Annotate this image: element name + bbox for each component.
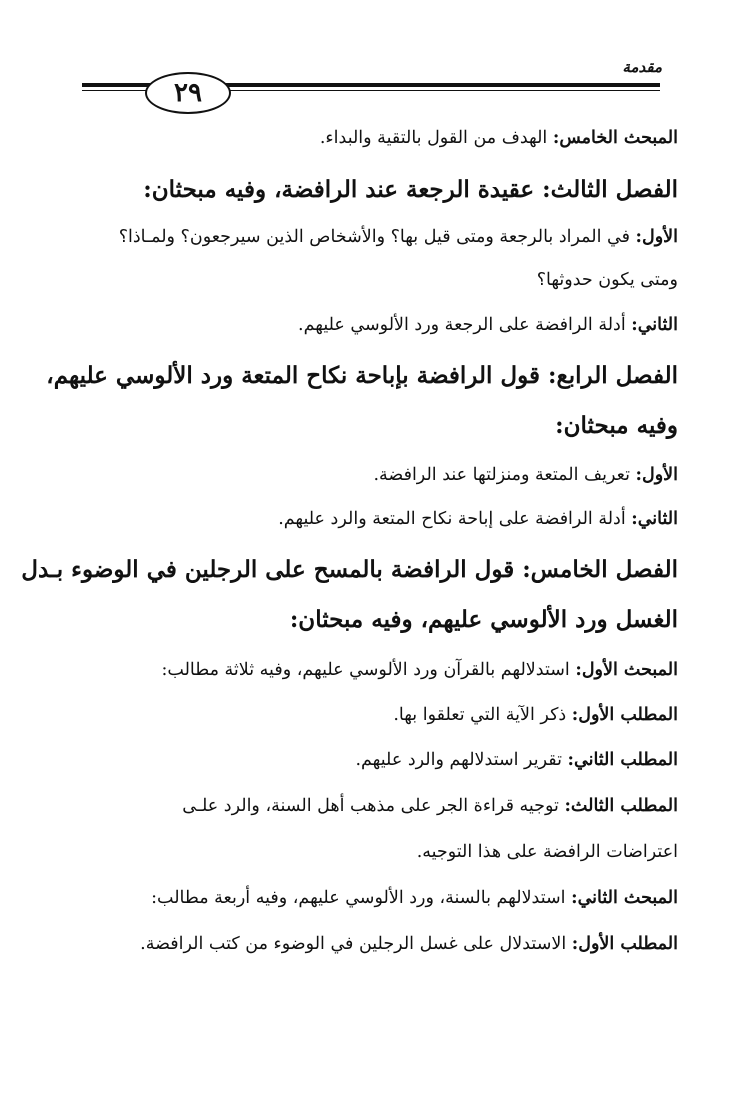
toc-line-text: ذكر الآية التي تعلقوا بها.	[393, 705, 572, 725]
chapter-heading	[80, 606, 678, 633]
toc-line-text: توجيه قراءة الجر على مذهب أهل السنة، والرد علـى	[182, 796, 565, 816]
chapter-heading	[46, 362, 678, 389]
toc-line-label: المطلب الأول:	[571, 705, 678, 725]
toc-line	[80, 934, 678, 954]
page-number: ٢٩	[145, 72, 231, 114]
toc-line	[80, 796, 678, 816]
toc-line-text: ومتى يكون حدوثها؟	[536, 270, 678, 290]
toc-line-label: المطلب الثالث:	[564, 796, 678, 816]
toc-line-label: الثاني:	[631, 509, 678, 529]
toc-line-label: الثاني:	[631, 315, 678, 335]
toc-line	[80, 315, 678, 335]
toc-line	[80, 660, 678, 680]
toc-line-text: استدلالهم بالقرآن ورد الألوسي عليهم، وفيه ثلاثة مطالب:	[161, 660, 576, 680]
toc-line-text: تقرير استدلالهم والرد عليهم.	[355, 750, 568, 770]
toc-line-label: المبحث الخامس:	[552, 128, 678, 148]
toc-line-label: المطلب الأول:	[571, 934, 678, 954]
chapter-heading	[80, 176, 678, 203]
toc-line	[80, 465, 678, 485]
running-title: مقدمة	[622, 58, 662, 76]
toc-line	[80, 705, 678, 725]
chapter-heading-text: الفصل الرابع: قول الرافضة بإباحة نكاح المتعة ورد الألوسي عليهم،	[46, 362, 678, 389]
toc-line	[80, 842, 678, 862]
toc-line	[80, 270, 678, 290]
toc-line-text: أدلة الرافضة على الرجعة ورد الألوسي عليهم.	[298, 315, 632, 335]
toc-line-label: المبحث الثاني:	[571, 888, 678, 908]
chapter-heading-text: وفيه مبحثان:	[555, 412, 678, 439]
toc-line-label: المبحث الأول:	[575, 660, 678, 680]
toc-line-label: الأول:	[635, 465, 678, 485]
toc-line	[80, 509, 678, 529]
toc-line-text: أدلة الرافضة على إباحة نكاح المتعة والرد عليهم.	[278, 509, 632, 529]
toc-line-text: اعتراضات الرافضة على هذا التوجيه.	[416, 842, 678, 862]
chapter-heading-text: الفصل الثالث: عقيدة الرجعة عند الرافضة، وفيه مبحثان:	[143, 176, 678, 203]
chapter-heading-text: الغسل ورد الألوسي عليهم، وفيه مبحثان:	[289, 606, 678, 633]
toc-line	[80, 888, 678, 908]
chapter-heading	[21, 556, 678, 583]
toc-line	[80, 227, 678, 247]
toc-line-text: الهدف من القول بالتقية والبداء.	[319, 128, 553, 148]
chapter-heading-text: الفصل الخامس: قول الرافضة بالمسح على الرجلين في الوضوء بـدل	[21, 556, 678, 583]
chapter-heading	[80, 412, 678, 439]
toc-line-label: الأول:	[635, 227, 678, 247]
page-header	[0, 0, 742, 120]
toc-line-text: في المراد بالرجعة ومتى قيل بها؟ والأشخاص الذين سيرجعون؟ ولمـاذا؟	[118, 227, 636, 247]
toc-line	[80, 128, 678, 148]
toc-line	[80, 750, 678, 770]
toc-line-label: المطلب الثاني:	[567, 750, 678, 770]
toc-line-text: استدلالهم بالسنة، ورد الألوسي عليهم، وفيه أربعة مطالب:	[151, 888, 572, 908]
toc-line-text: تعريف المتعة ومنزلتها عند الرافضة.	[373, 465, 636, 485]
toc-line-text: الاستدلال على غسل الرجلين في الوضوء من كتب الرافضة.	[140, 934, 572, 954]
